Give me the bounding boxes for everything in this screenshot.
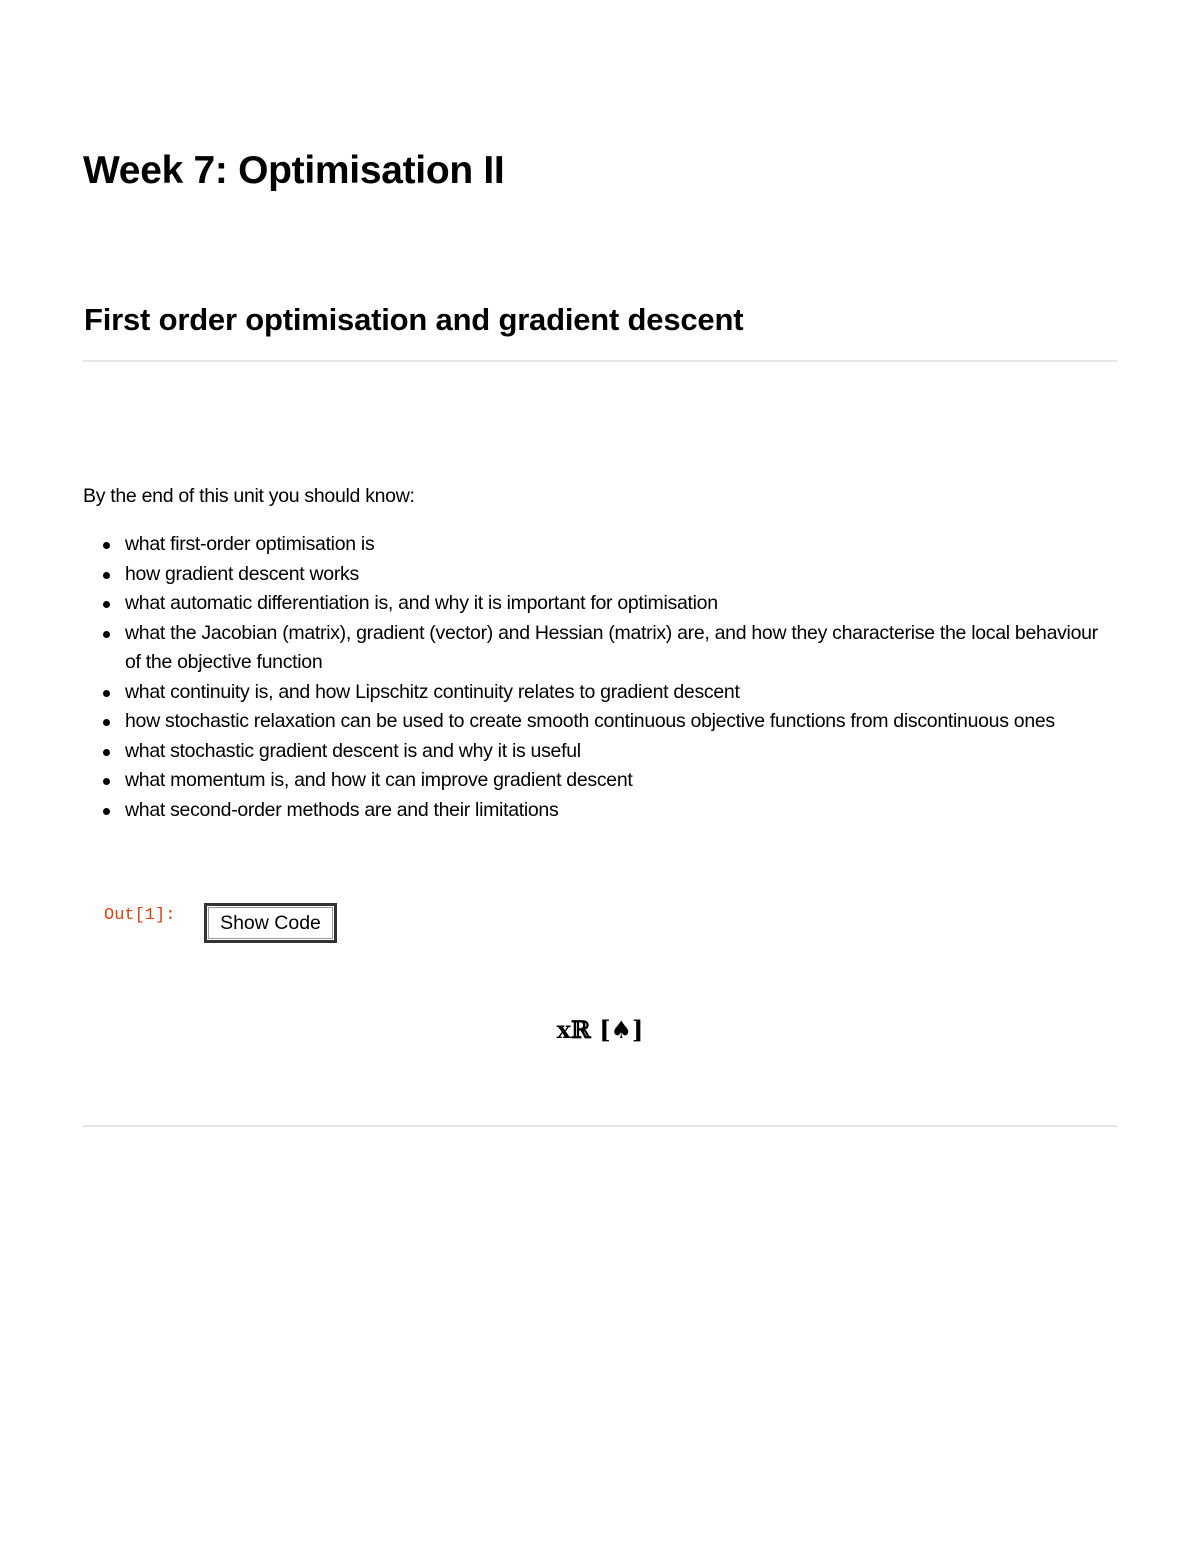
cell-divider xyxy=(83,1125,1117,1127)
bullet-icon xyxy=(103,778,110,785)
bullet-icon xyxy=(103,601,110,608)
bullet-icon xyxy=(103,808,110,815)
bullet-icon xyxy=(103,542,110,549)
list-item xyxy=(125,530,1113,560)
section-divider xyxy=(83,360,1117,362)
list-item-text: what the Jacobian (matrix), gradient (vector) and Hessian (matrix) are, and how they characterise the local behaviour of the objective function xyxy=(125,621,1098,673)
list-item xyxy=(125,678,1113,708)
section-title: First order optimisation and gradient descent xyxy=(84,302,744,337)
list-item-text: what second-order methods are and their limitations xyxy=(125,798,559,821)
list-item xyxy=(125,619,1113,678)
list-item-text: what automatic differentiation is, and why it is important for optimisation xyxy=(125,592,718,614)
list-item xyxy=(125,560,1113,590)
list-item xyxy=(125,796,1113,826)
intro-text: By the end of this unit you should know: xyxy=(83,485,415,507)
list-item xyxy=(125,707,1113,737)
list-item xyxy=(125,737,1113,767)
bullet-icon xyxy=(103,690,110,697)
list-item-text: how gradient descent works xyxy=(125,562,359,585)
list-item-text: how stochastic relaxation can be used to create smooth continuous objective functions from discontinuous ones xyxy=(125,710,1055,732)
output-prompt: Out[1]: xyxy=(104,906,176,925)
math-output: xℝ [♠] xyxy=(556,1015,644,1044)
list-item-text: what first-order optimisation is xyxy=(125,533,375,555)
list-item xyxy=(125,589,1113,619)
list-item-text: what continuity is, and how Lipschitz continuity relates to gradient descent xyxy=(125,680,740,703)
list-item-text: what stochastic gradient descent is and why it is useful xyxy=(125,739,581,762)
bullet-icon xyxy=(103,572,110,579)
page-title: Week 7: Optimisation II xyxy=(83,149,505,192)
bullet-icon xyxy=(103,749,110,756)
bullet-icon xyxy=(103,631,110,638)
bullet-icon xyxy=(103,719,110,726)
list-item-text: what momentum is, and how it can improve gradient descent xyxy=(125,769,633,791)
learning-objectives-list xyxy=(83,530,1113,825)
list-item xyxy=(125,766,1113,796)
show-code-button[interactable]: Show Code xyxy=(204,903,337,943)
